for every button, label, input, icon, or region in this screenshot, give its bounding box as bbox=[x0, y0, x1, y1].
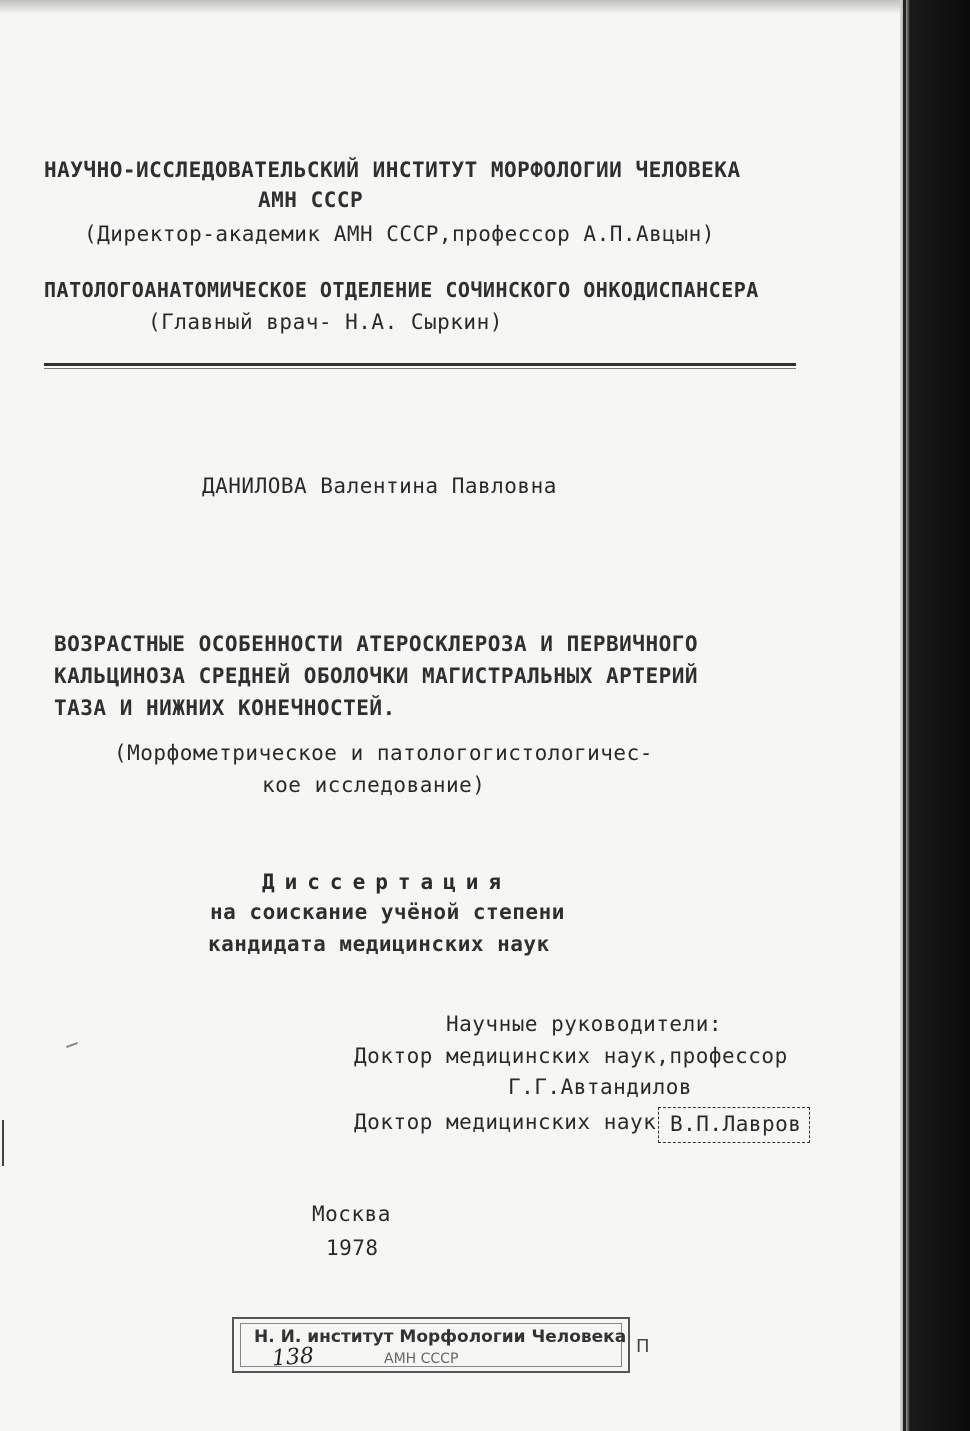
supervisor-1-name: Г.Г.Автандилов bbox=[508, 1075, 693, 1099]
supervisors-heading: Научные руководители: bbox=[446, 1012, 723, 1036]
library-stamp-academy: АМН СССР bbox=[384, 1351, 459, 1367]
chief-physician-line: (Главный врач- Н.А. Сыркин) bbox=[148, 310, 503, 334]
supervisor-2-title: Доктор медицинских наук bbox=[354, 1110, 657, 1134]
academy-name: АМН СССР bbox=[258, 188, 364, 212]
supervisor-2-name: В.П.Лавров bbox=[670, 1112, 802, 1136]
year: 1978 bbox=[326, 1236, 379, 1260]
library-stamp bbox=[232, 1317, 630, 1373]
margin-pencil-mark bbox=[2, 1120, 4, 1166]
supervisor-1-title: Доктор медицинских наук,профессор bbox=[354, 1044, 788, 1068]
page-top-shadow bbox=[0, 0, 900, 14]
title-line-1: ВОЗРАСТНЫЕ ОСОБЕННОСТИ АТЕРОСКЛЕРОЗА И ПЕРВИЧНОГО bbox=[54, 632, 699, 656]
department-name: ПАТОЛОГОАНАТОМИЧЕСКОЕ ОТДЕЛЕНИЕ СОЧИНСКОГО ОНКОДИСПАНСЕРА bbox=[44, 278, 759, 302]
header-divider-thin bbox=[44, 368, 796, 369]
author-name: ДАНИЛОВА Валентина Павловна bbox=[202, 474, 557, 498]
library-stamp-institute: Н. И. институт Морфологии Человека bbox=[254, 1327, 627, 1347]
institute-name: НАУЧНО-ИССЛЕДОВАТЕЛЬСКИЙ ИНСТИТУТ МОРФОЛОГИИ ЧЕЛОВЕКА bbox=[44, 158, 741, 182]
margin-tick-mark bbox=[66, 1042, 78, 1048]
title-line-2: КАЛЬЦИНОЗА СРЕДНЕЙ ОБОЛОЧКИ МАГИСТРАЛЬНЫХ АРТЕРИЙ bbox=[54, 664, 699, 688]
title-line-3: ТАЗА И НИЖНИХ КОНЕЧНОСТЕЙ. bbox=[54, 696, 396, 720]
city: Москва bbox=[312, 1202, 391, 1226]
stamp-side-mark: П bbox=[636, 1336, 650, 1357]
binding-spine bbox=[900, 0, 970, 1431]
degree-line-2: кандидата медицинских наук bbox=[208, 932, 550, 956]
subtitle-line-1: (Морфометрическое и патологогистологичес- bbox=[114, 741, 653, 765]
director-line: (Директор-академик АМН СССР,профессор А.П.Авцын) bbox=[84, 222, 715, 246]
binding-edge bbox=[903, 0, 906, 1431]
subtitle-line-2: кое исследование) bbox=[262, 773, 486, 797]
header-divider bbox=[44, 363, 796, 366]
library-stamp-number: 138 bbox=[271, 1343, 315, 1372]
dissertation-heading: Диссертация bbox=[262, 870, 512, 894]
degree-line-1: на соискание учёной степени bbox=[210, 900, 565, 924]
